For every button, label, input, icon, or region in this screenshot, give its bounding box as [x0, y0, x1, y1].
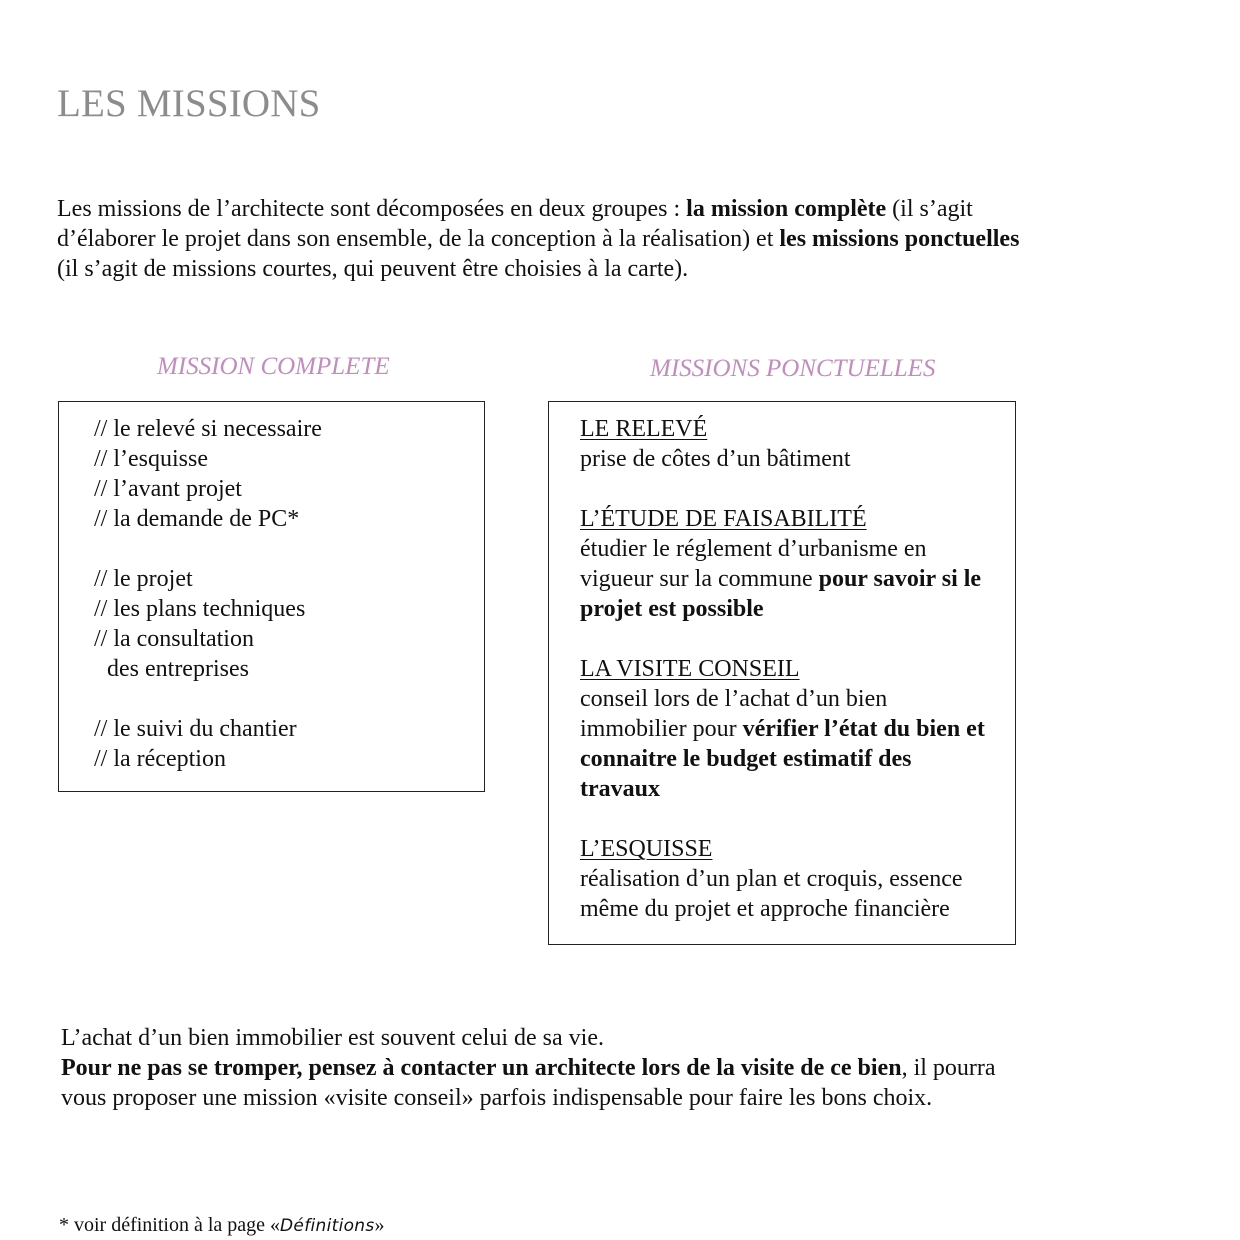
- closing-advice: [61, 1053, 1021, 1113]
- missions-ponctuelles-box: [548, 401, 1016, 945]
- spacer: [94, 534, 484, 564]
- mission-complete-item: des entreprises: [107, 656, 249, 682]
- mission-complete-item: // l’esquisse: [94, 446, 208, 472]
- closing-line-1: L’achat d’un bien immobilier est souvent celui de sa vie.: [61, 1025, 604, 1051]
- spacer: [94, 684, 484, 714]
- mission-complete-box: [58, 401, 485, 792]
- mission-entry-faisabilite: [580, 504, 990, 624]
- closing-advice-bold: Pour ne pas se tromper, pensez à contacter un architecte lors de la visite de ce bien: [61, 1055, 902, 1081]
- mission-complete-item: // le suivi du chantier: [94, 716, 297, 742]
- missions-ponctuelles-title: MISSIONS PONCTUELLES: [650, 355, 936, 382]
- intro-bold-mission-complete: la mission complète: [686, 196, 887, 222]
- mission-heading: L’ÉTUDE DE FAISABILITÉ: [580, 506, 867, 532]
- intro-text-2: (il s’agit d’élaborer le projet dans son ensemble, de la conception à la réalisation) et: [57, 196, 973, 252]
- mission-description-bold: pour savoir si le projet est possible: [580, 566, 982, 622]
- intro-bold-missions-ponctuelles: les missions ponctuelles: [779, 226, 1020, 252]
- mission-complete-item: // l’avant projet: [94, 476, 242, 502]
- mission-description: [580, 864, 990, 924]
- mission-description-text: prise de côtes d’un bâtiment: [580, 446, 851, 472]
- intro-text-3: (il s’agit de missions courtes, qui peuvent être choisies à la carte).: [57, 256, 689, 282]
- mission-complete-item: // la demande de PC*: [94, 506, 300, 532]
- mission-entry-visite-conseil: [580, 654, 990, 804]
- page-title: LES MISSIONS: [57, 82, 321, 125]
- footnote-definitions-link[interactable]: Définitions: [280, 1216, 375, 1236]
- mission-complete-title: MISSION COMPLETE: [157, 353, 390, 380]
- footnote-suffix: »: [374, 1214, 385, 1236]
- mission-description: [580, 534, 990, 624]
- mission-complete-item: // le projet: [94, 566, 193, 592]
- mission-entry-esquisse: [580, 834, 990, 924]
- mission-complete-item: // les plans techniques: [94, 596, 306, 622]
- footnote-prefix: * voir définition à la page «: [59, 1214, 281, 1236]
- mission-complete-item: // la réception: [94, 746, 226, 772]
- mission-description-text: conseil lors de l’achat d’un bien immobilier pour: [580, 686, 888, 742]
- mission-complete-item: // le relevé si necessaire: [94, 416, 322, 442]
- mission-description: [580, 684, 990, 804]
- mission-heading: LE RELEVÉ: [580, 416, 708, 442]
- mission-heading: LA VISITE CONSEIL: [580, 656, 800, 682]
- mission-description-bold: vérifier l’état du bien et connaitre le budget estimatif des travaux: [580, 716, 985, 802]
- footnote: [59, 1212, 385, 1239]
- intro-paragraph: [57, 194, 1037, 284]
- closing-paragraph: [61, 1023, 1021, 1113]
- intro-text-1: Les missions de l’architecte sont décomposées en deux groupes :: [57, 196, 687, 222]
- mission-entry-releve: [580, 414, 990, 474]
- mission-description-text: étudier le réglement d’urbanisme en vigueur sur la commune: [580, 536, 927, 592]
- mission-description: [580, 444, 990, 474]
- closing-advice-rest: , il pourra vous proposer une mission «visite conseil» parfois indispensable pour faire les bons choix.: [61, 1055, 996, 1111]
- mission-complete-item: // la consultation: [94, 626, 254, 652]
- mission-description-text: réalisation d’un plan et croquis, essence même du projet et approche financière: [580, 866, 963, 922]
- mission-heading: L’ESQUISSE: [580, 836, 713, 862]
